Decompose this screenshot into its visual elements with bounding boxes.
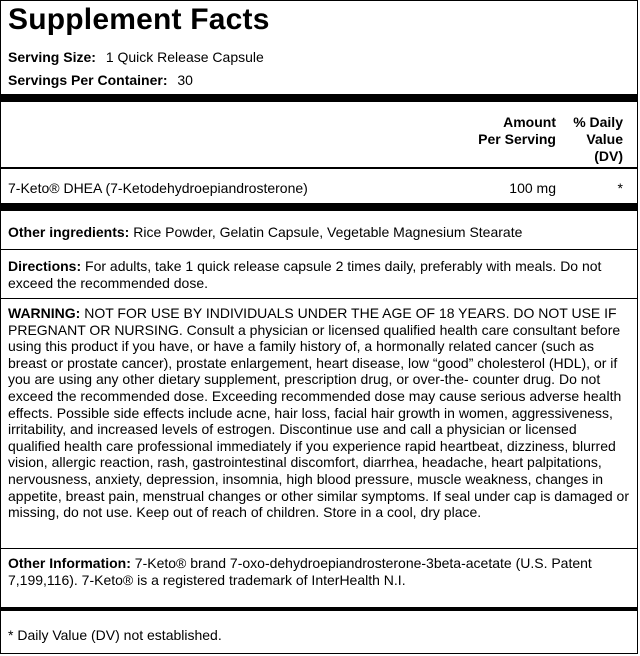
dv-header-line1: % Daily — [573, 114, 623, 130]
divider-1 — [1, 249, 637, 250]
warning-label: WARNING: — [8, 305, 81, 321]
divider-4 — [1, 607, 637, 611]
directions-text: For adults, take 1 quick release capsule 2 times daily, preferably with meals. Do not exceed the recommended dose. — [8, 258, 602, 291]
amount-header-line1: Amount — [503, 114, 556, 130]
serving-size-value: 1 Quick Release Capsule — [105, 49, 264, 65]
amount-per-serving-header — [478, 114, 556, 148]
warning — [8, 305, 632, 521]
directions — [8, 258, 632, 291]
other-information — [8, 555, 632, 588]
directions-label: Directions: — [8, 258, 82, 274]
dv-header-line2: Value — [586, 131, 623, 147]
ingredient-amount: 100 mg — [509, 180, 556, 196]
warning-text: NOT FOR USE BY INDIVIDUALS UNDER THE AGE OF 18 YEARS. DO NOT USE IF PREGNANT OR NURSING. Consult a physician or licensed qualified health care consultant before using this product if you have, or have a family history of, a hormonally related cancer (such as breast or prostate cancer), prostate enlargement, heart disease, low “good” cholesterol (HDL), or if you are using any other dietary supplement, prescription drug, or over-the- counter drug. Do not exceed the recommended dose. Exceeding recommended dose may cause serious adverse health effects. Possible side effects include acne, hair loss, facial hair growth in women, aggressiveness, irritability, and increased levels of estrogen. Discontinue use and call a physician or licensed qualified health care professional immediately if you experience rapid heartbeat, dizziness, blurred vision, allergic reaction, rash, gastrointestinal discomfort, diarrhea, headache, heart palpitations, nervousness, anxiety, depression, insomnia, high blood pressure, muscle weakness, changes in appetite, breast pain, menstrual changes or other similar symptoms. If seal under cap is damaged or missing, do not use. Keep out of reach of children. Store in a cool, dry place. — [8, 305, 629, 521]
divider-3 — [1, 548, 637, 549]
dv-header-line3: (DV) — [594, 148, 623, 164]
other-ingredients-text: Rice Powder, Gelatin Capsule, Vegetable Magnesium Stearate — [133, 224, 523, 240]
thick-divider-top — [1, 94, 637, 102]
panel-title: Supplement Facts — [8, 3, 270, 36]
thick-divider-bottom — [1, 203, 637, 211]
other-ingredients — [8, 224, 632, 241]
daily-value-header — [573, 114, 623, 165]
servings-per-container-row — [8, 72, 193, 88]
divider-2 — [1, 298, 637, 299]
other-ingredients-label: Other ingredients: — [8, 224, 130, 240]
header-divider — [1, 167, 637, 169]
amount-header-line2: Per Serving — [478, 131, 556, 147]
ingredient-dv: * — [617, 180, 623, 196]
serving-size-row — [8, 49, 264, 65]
servings-per-container-label: Servings Per Container: — [8, 72, 168, 88]
serving-size-label: Serving Size: — [8, 49, 96, 65]
servings-per-container-value: 30 — [177, 72, 193, 88]
other-information-label: Other Information: — [8, 555, 131, 571]
footnote: * Daily Value (DV) not established. — [8, 627, 222, 643]
ingredient-name: 7-Keto® DHEA (7-Ketodehydroepiandrosterone) — [8, 180, 308, 196]
other-information-text: 7-Keto® brand 7-oxo-dehydroepiandrosterone-3beta-acetate (U.S. Patent 7,199,116). 7-Keto® is a registered trademark of InterHealth N.I. — [8, 555, 592, 588]
